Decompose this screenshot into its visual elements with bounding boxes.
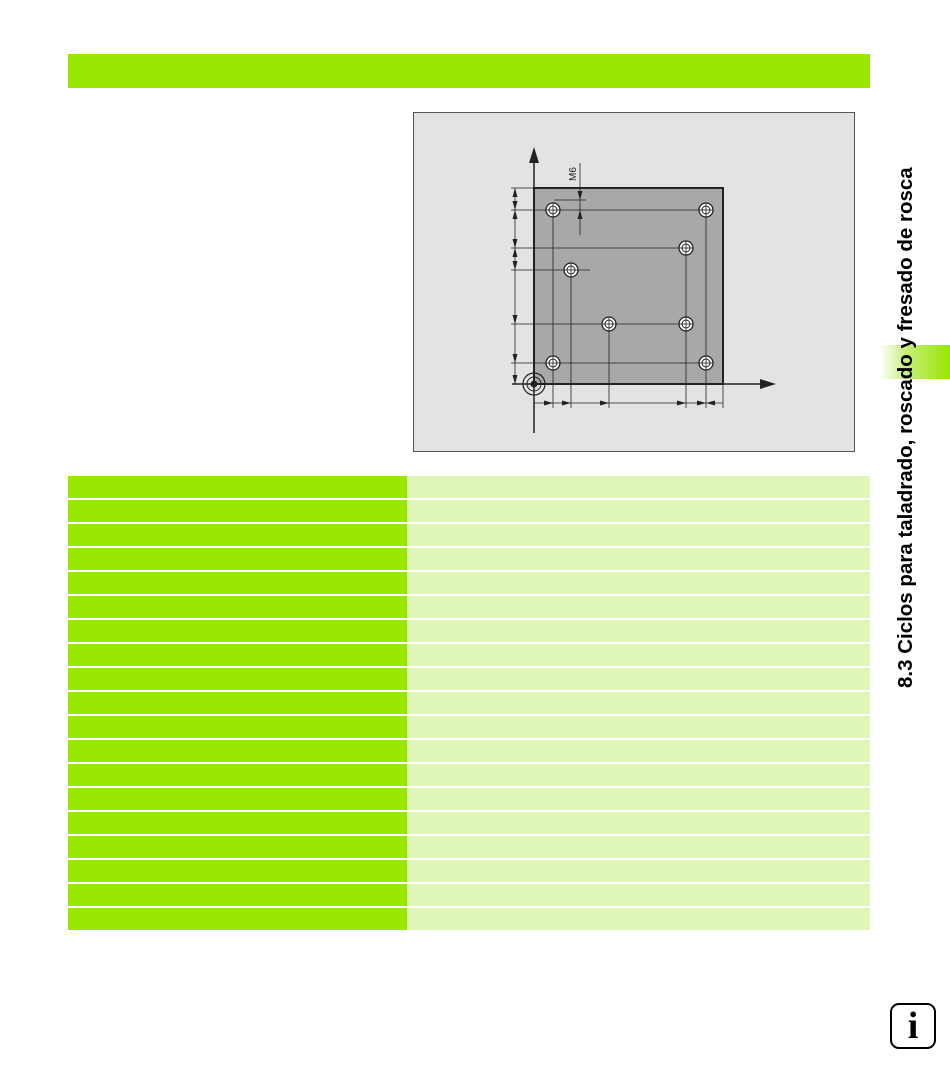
table-cell-value bbox=[407, 572, 870, 594]
table-cell-label bbox=[68, 524, 407, 546]
section-title-text: 8.3 Ciclos para taladrado, roscado y fresado de rosca bbox=[894, 167, 917, 688]
table-cell-label bbox=[68, 860, 407, 882]
table-row bbox=[68, 884, 870, 906]
table-cell-label bbox=[68, 620, 407, 642]
table-cell-value bbox=[407, 476, 870, 498]
table-row bbox=[68, 620, 870, 642]
x-axis-arrow bbox=[760, 379, 776, 389]
table-cell-label bbox=[68, 788, 407, 810]
table-row bbox=[68, 668, 870, 690]
table-row bbox=[68, 524, 870, 546]
table-cell-label bbox=[68, 548, 407, 570]
table-cell-value bbox=[407, 908, 870, 930]
table-row bbox=[68, 860, 870, 882]
table-row bbox=[68, 596, 870, 618]
table-cell-value bbox=[407, 836, 870, 858]
table-cell-label bbox=[68, 884, 407, 906]
hole bbox=[546, 356, 560, 370]
hole-pattern-drawing bbox=[414, 113, 856, 453]
hole bbox=[602, 317, 616, 331]
table-cell-value bbox=[407, 740, 870, 762]
hole bbox=[546, 203, 560, 217]
table-row bbox=[68, 500, 870, 522]
header-bar bbox=[68, 54, 870, 88]
info-icon: i bbox=[907, 1005, 919, 1047]
table-cell-value bbox=[407, 812, 870, 834]
table-row bbox=[68, 716, 870, 738]
table-cell-value bbox=[407, 500, 870, 522]
table-row bbox=[68, 476, 870, 498]
hole bbox=[679, 241, 693, 255]
table-cell-value bbox=[407, 668, 870, 690]
table-cell-value bbox=[407, 788, 870, 810]
hole bbox=[699, 356, 713, 370]
table-cell-label bbox=[68, 716, 407, 738]
table-cell-value bbox=[407, 548, 870, 570]
hole bbox=[564, 263, 578, 277]
table-cell-label bbox=[68, 740, 407, 762]
table-cell-label bbox=[68, 668, 407, 690]
table-cell-label bbox=[68, 812, 407, 834]
table-cell-value bbox=[407, 884, 870, 906]
table-cell-label bbox=[68, 572, 407, 594]
table-cell-label bbox=[68, 644, 407, 666]
table-row bbox=[68, 740, 870, 762]
table-cell-label bbox=[68, 596, 407, 618]
table-cell-label bbox=[68, 764, 407, 786]
table-cell-value bbox=[407, 716, 870, 738]
parameter-table bbox=[68, 476, 870, 932]
table-row bbox=[68, 692, 870, 714]
table-cell-value bbox=[407, 692, 870, 714]
table-cell-value bbox=[407, 860, 870, 882]
drawing-figure bbox=[413, 112, 855, 452]
table-row bbox=[68, 572, 870, 594]
table-row bbox=[68, 836, 870, 858]
table-row bbox=[68, 788, 870, 810]
table-cell-value bbox=[407, 620, 870, 642]
table-row bbox=[68, 644, 870, 666]
info-button[interactable] bbox=[890, 1003, 936, 1049]
hole bbox=[679, 317, 693, 331]
table-row bbox=[68, 764, 870, 786]
table-cell-value bbox=[407, 524, 870, 546]
table-cell-label bbox=[68, 908, 407, 930]
table-cell-label bbox=[68, 476, 407, 498]
table-cell-value bbox=[407, 644, 870, 666]
table-row bbox=[68, 908, 870, 930]
y-axis-arrow bbox=[529, 147, 539, 163]
table-cell-label bbox=[68, 836, 407, 858]
section-title bbox=[881, 48, 931, 688]
table-row bbox=[68, 812, 870, 834]
table-cell-value bbox=[407, 596, 870, 618]
table-row bbox=[68, 548, 870, 570]
thread-label: M6 bbox=[568, 167, 579, 181]
table-cell-value bbox=[407, 764, 870, 786]
hole bbox=[699, 203, 713, 217]
table-cell-label bbox=[68, 692, 407, 714]
table-cell-label bbox=[68, 500, 407, 522]
workpiece-plate bbox=[534, 188, 723, 384]
